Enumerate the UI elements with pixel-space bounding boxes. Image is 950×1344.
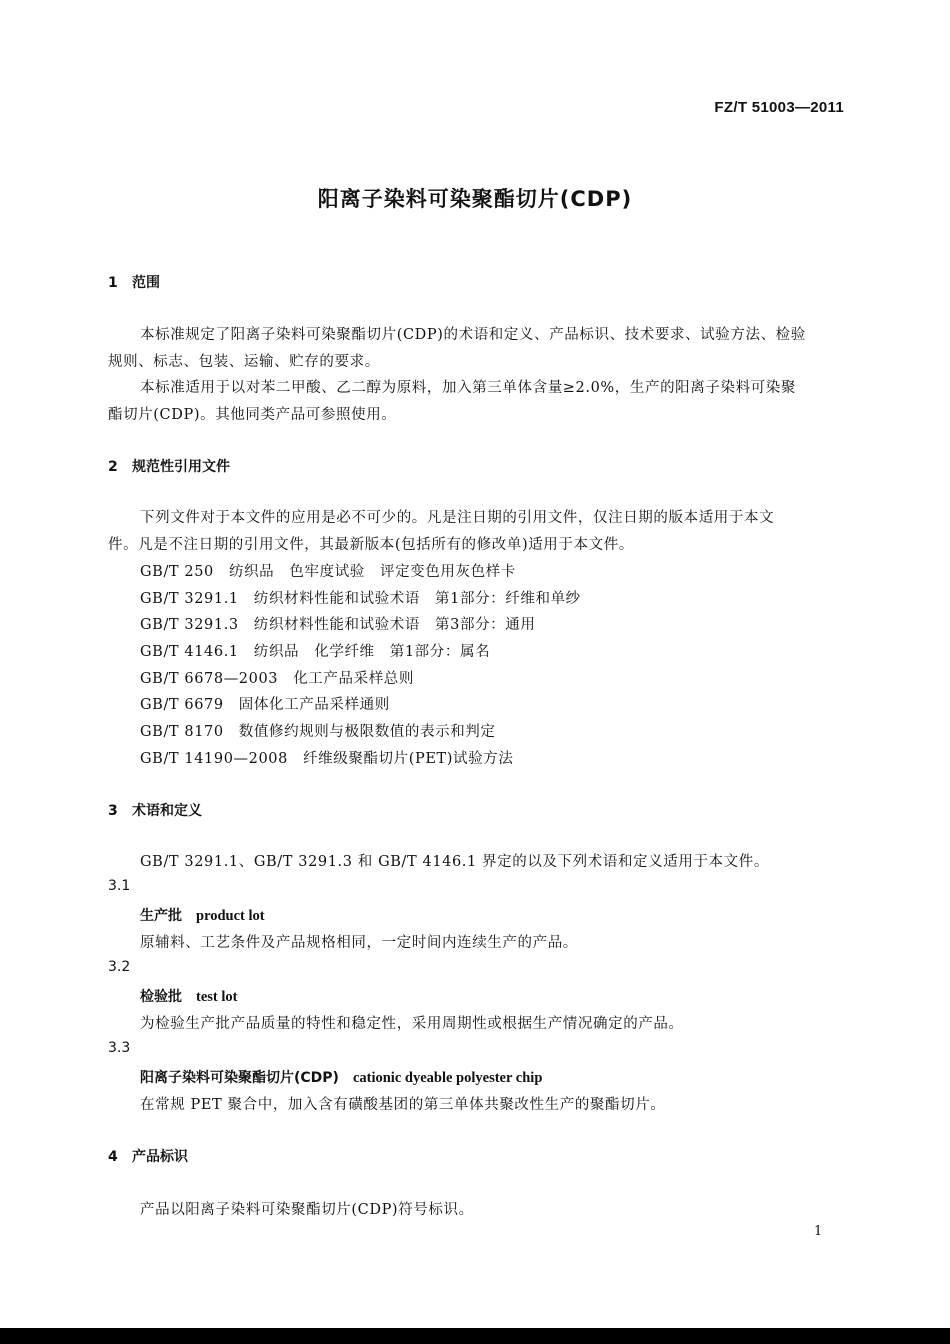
reference-item: GB/T 14190—2008 纤维级聚酯切片(PET)试验方法 <box>140 751 514 767</box>
reference-item: GB/T 4146.1 纺织品 化学纤维 第1部分：属名 <box>140 644 491 660</box>
term-title <box>140 1067 542 1087</box>
term-title <box>140 986 237 1006</box>
paragraph-line: 规则、标志、包装、运输、贮存的要求。 <box>108 354 380 370</box>
term-zh: 检验批 <box>140 989 182 1005</box>
paragraph-line: 件。凡是不注日期的引用文件，其最新版本(包括所有的修改单)适用于本文件。 <box>108 537 634 553</box>
paragraph-line: 本标准适用于以对苯二甲酸、乙二醇为原料，加入第三单体含量≥2.0%，生产的阳离子染料可染聚 <box>140 380 796 396</box>
standard-code: FZ/T 51003—2011 <box>714 99 844 116</box>
reference-item: GB/T 3291.1 纺织材料性能和试验术语 第1部分：纤维和单纱 <box>140 591 581 607</box>
reference-item: GB/T 3291.3 纺织材料性能和试验术语 第3部分：通用 <box>140 617 536 633</box>
page-number: 1 <box>814 1224 823 1239</box>
term-number: 3.2 <box>108 959 131 975</box>
section-3-heading <box>108 800 202 820</box>
reference-item: GB/T 6679 固体化工产品采样通则 <box>140 697 390 713</box>
paragraph-line: GB/T 3291.1、GB/T 3291.3 和 GB/T 4146.1 界定的以及下列术语和定义适用于本文件。 <box>140 854 769 870</box>
section-number: 2 <box>108 459 118 475</box>
section-1-heading <box>108 272 160 292</box>
term-en: product lot <box>196 908 265 924</box>
section-title: 范围 <box>132 275 160 291</box>
term-definition: 在常规 PET 聚合中，加入含有磺酸基团的第三单体共聚改性生产的聚酯切片。 <box>140 1097 666 1113</box>
term-number: 3.3 <box>108 1040 131 1056</box>
section-title: 术语和定义 <box>132 803 202 819</box>
paragraph-line: 酯切片(CDP)。其他同类产品可参照使用。 <box>108 407 397 423</box>
document-title: 阳离子染料可染聚酯切片(CDP) <box>317 187 633 211</box>
term-definition: 为检验生产批产品质量的特性和稳定性，采用周期性或根据生产情况确定的产品。 <box>140 1016 684 1032</box>
term-en: test lot <box>196 989 238 1005</box>
reference-item: GB/T 6678—2003 化工产品采样总则 <box>140 671 415 687</box>
section-title: 规范性引用文件 <box>132 459 230 475</box>
term-title <box>140 905 265 925</box>
section-number: 3 <box>108 803 118 819</box>
section-number: 4 <box>108 1149 118 1165</box>
term-en: cationic dyeable polyester chip <box>352 1070 543 1086</box>
section-number: 1 <box>108 275 118 291</box>
footer-bar <box>0 1328 950 1344</box>
reference-item: GB/T 250 纺织品 色牢度试验 评定变色用灰色样卡 <box>140 564 516 580</box>
paragraph-line: 本标准规定了阳离子染料可染聚酯切片(CDP)的术语和定义、产品标识、技术要求、试验方法、检验 <box>140 327 806 343</box>
section-4-heading <box>108 1146 188 1166</box>
term-definition: 原辅料、工艺条件及产品规格相同，一定时间内连续生产的产品。 <box>140 935 578 951</box>
section-2-heading <box>108 456 230 476</box>
reference-item: GB/T 8170 数值修约规则与极限数值的表示和判定 <box>140 724 496 740</box>
term-zh: 阳离子染料可染聚酯切片(CDP) <box>140 1070 339 1086</box>
paragraph-line: 产品以阳离子染料可染聚酯切片(CDP)符号标识。 <box>140 1202 474 1218</box>
term-number: 3.1 <box>108 878 131 894</box>
section-title: 产品标识 <box>132 1149 188 1165</box>
paragraph-line: 下列文件对于本文件的应用是必不可少的。凡是注日期的引用文件，仅注日期的版本适用于本文 <box>140 510 775 526</box>
term-zh: 生产批 <box>140 908 182 924</box>
